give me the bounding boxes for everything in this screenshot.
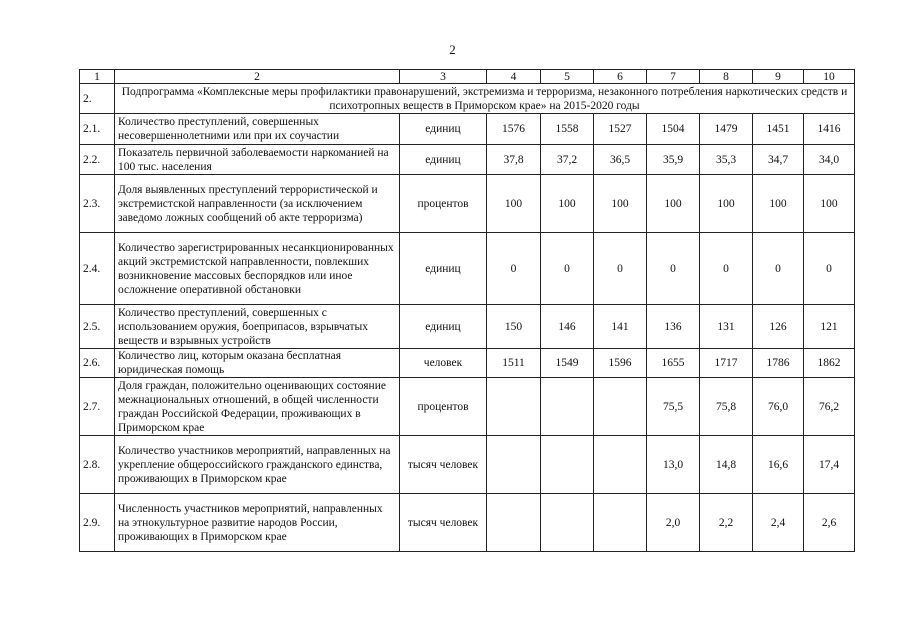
column-number-10: 10 (804, 70, 855, 84)
column-number-9: 9 (753, 70, 804, 84)
value-year-col-7: 0 (647, 233, 700, 305)
unit-of-measure: единиц (400, 114, 487, 145)
value-year-col-10: 100 (804, 175, 855, 233)
table-body (80, 70, 855, 552)
value-year-col-9: 2,4 (753, 494, 804, 552)
value-year-col-7: 35,9 (647, 145, 700, 175)
row-number: 2.6. (80, 349, 115, 378)
indicator-name: Доля выявленных преступлений террористической и экстремистской направленности (за исключением заведомо ложных сообщений об акте терроризма) (115, 175, 400, 233)
value-year-col-6: 100 (594, 175, 647, 233)
column-number-1: 1 (80, 70, 115, 84)
value-year-col-8: 14,8 (700, 436, 753, 494)
indicator-name: Доля граждан, положительно оценивающих состояние межнациональных отношений, в общей численности граждан Российской Федерации, проживающих в Приморском крае (115, 378, 400, 436)
column-number-5: 5 (541, 70, 594, 84)
value-year-col-7: 1655 (647, 349, 700, 378)
indicator-name: Количество преступлений, совершенных несовершеннолетними или при их соучастии (115, 114, 400, 145)
value-year-col-5: 37,2 (541, 145, 594, 175)
value-year-col-5: 1549 (541, 349, 594, 378)
value-year-col-8: 35,3 (700, 145, 753, 175)
column-number-6: 6 (594, 70, 647, 84)
row-number: 2.1. (80, 114, 115, 145)
value-year-col-4: 100 (487, 175, 541, 233)
row-number: 2.9. (80, 494, 115, 552)
value-year-col-7: 136 (647, 305, 700, 349)
value-year-col-7: 75,5 (647, 378, 700, 436)
table-row (80, 436, 855, 494)
row-number: 2.5. (80, 305, 115, 349)
indicators-table (79, 69, 855, 552)
value-year-col-5: 100 (541, 175, 594, 233)
value-year-col-4: 1511 (487, 349, 541, 378)
value-year-col-6 (594, 436, 647, 494)
unit-of-measure: единиц (400, 305, 487, 349)
table-row (80, 145, 855, 175)
value-year-col-5: 146 (541, 305, 594, 349)
indicator-name: Количество преступлений, совершенных с использованием оружия, боеприпасов, взрывчатых веществ и взрывных устройств (115, 305, 400, 349)
value-year-col-8: 1717 (700, 349, 753, 378)
value-year-col-4: 37,8 (487, 145, 541, 175)
value-year-col-10: 121 (804, 305, 855, 349)
column-number-row (80, 70, 855, 84)
value-year-col-7: 2,0 (647, 494, 700, 552)
value-year-col-9: 34,7 (753, 145, 804, 175)
table-row (80, 114, 855, 145)
indicator-name: Показатель первичной заболеваемости наркоманией на 100 тыс. населения (115, 145, 400, 175)
subprogram-row (80, 84, 855, 114)
value-year-col-6: 36,5 (594, 145, 647, 175)
value-year-col-8: 2,2 (700, 494, 753, 552)
indicator-name: Численность участников мероприятий, направленных на этнокультурное развитие народов России, проживающих в Приморском крае (115, 494, 400, 552)
table-row (80, 175, 855, 233)
value-year-col-4: 0 (487, 233, 541, 305)
column-number-8: 8 (700, 70, 753, 84)
column-number-4: 4 (487, 70, 541, 84)
unit-of-measure: человек (400, 349, 487, 378)
value-year-col-9: 126 (753, 305, 804, 349)
value-year-col-6: 141 (594, 305, 647, 349)
value-year-col-10: 1862 (804, 349, 855, 378)
indicator-name: Количество лиц, которым оказана бесплатная юридическая помощь (115, 349, 400, 378)
value-year-col-4 (487, 494, 541, 552)
value-year-col-8: 100 (700, 175, 753, 233)
unit-of-measure: процентов (400, 378, 487, 436)
unit-of-measure: процентов (400, 175, 487, 233)
value-year-col-6: 1527 (594, 114, 647, 145)
table-row (80, 233, 855, 305)
value-year-col-5: 1558 (541, 114, 594, 145)
value-year-col-6 (594, 378, 647, 436)
value-year-col-10: 0 (804, 233, 855, 305)
value-year-col-4 (487, 436, 541, 494)
subprogram-number: 2. (80, 84, 115, 114)
value-year-col-8: 1479 (700, 114, 753, 145)
unit-of-measure: тысяч человек (400, 494, 487, 552)
table-row (80, 305, 855, 349)
value-year-col-5 (541, 494, 594, 552)
value-year-col-6: 0 (594, 233, 647, 305)
value-year-col-9: 100 (753, 175, 804, 233)
value-year-col-8: 0 (700, 233, 753, 305)
value-year-col-5: 0 (541, 233, 594, 305)
value-year-col-7: 13,0 (647, 436, 700, 494)
unit-of-measure: единиц (400, 233, 487, 305)
row-number: 2.3. (80, 175, 115, 233)
column-number-3: 3 (400, 70, 487, 84)
table-row (80, 349, 855, 378)
value-year-col-5 (541, 378, 594, 436)
value-year-col-10: 34,0 (804, 145, 855, 175)
row-number: 2.7. (80, 378, 115, 436)
value-year-col-4: 150 (487, 305, 541, 349)
value-year-col-10: 17,4 (804, 436, 855, 494)
value-year-col-6: 1596 (594, 349, 647, 378)
subprogram-title: Подпрограмма «Комплексные меры профилактики правонарушений, экстремизма и терроризма, незаконного потребления наркотических средств и психотропных веществ в Приморском крае» на 2015-2020 годы (115, 84, 855, 114)
row-number: 2.4. (80, 233, 115, 305)
value-year-col-9: 16,6 (753, 436, 804, 494)
column-number-7: 7 (647, 70, 700, 84)
table-row (80, 494, 855, 552)
value-year-col-10: 76,2 (804, 378, 855, 436)
value-year-col-8: 131 (700, 305, 753, 349)
row-number: 2.8. (80, 436, 115, 494)
table-row (80, 378, 855, 436)
value-year-col-4: 1576 (487, 114, 541, 145)
value-year-col-8: 75,8 (700, 378, 753, 436)
value-year-col-6 (594, 494, 647, 552)
value-year-col-7: 1504 (647, 114, 700, 145)
indicator-name: Количество участников мероприятий, направленных на укрепление общероссийского гражданского единства, проживающих в Приморском крае (115, 436, 400, 494)
value-year-col-10: 2,6 (804, 494, 855, 552)
value-year-col-9: 0 (753, 233, 804, 305)
value-year-col-10: 1416 (804, 114, 855, 145)
value-year-col-9: 1786 (753, 349, 804, 378)
unit-of-measure: единиц (400, 145, 487, 175)
column-number-2: 2 (115, 70, 400, 84)
value-year-col-4 (487, 378, 541, 436)
value-year-col-5 (541, 436, 594, 494)
indicator-name: Количество зарегистрированных несанкционированных акций экстремистской направленности, повлекших возникновение массовых беспорядков или иное осложнение оперативной обстановки (115, 233, 400, 305)
row-number: 2.2. (80, 145, 115, 175)
value-year-col-7: 100 (647, 175, 700, 233)
unit-of-measure: тысяч человек (400, 436, 487, 494)
page-number: 2 (449, 42, 456, 57)
value-year-col-9: 1451 (753, 114, 804, 145)
value-year-col-9: 76,0 (753, 378, 804, 436)
